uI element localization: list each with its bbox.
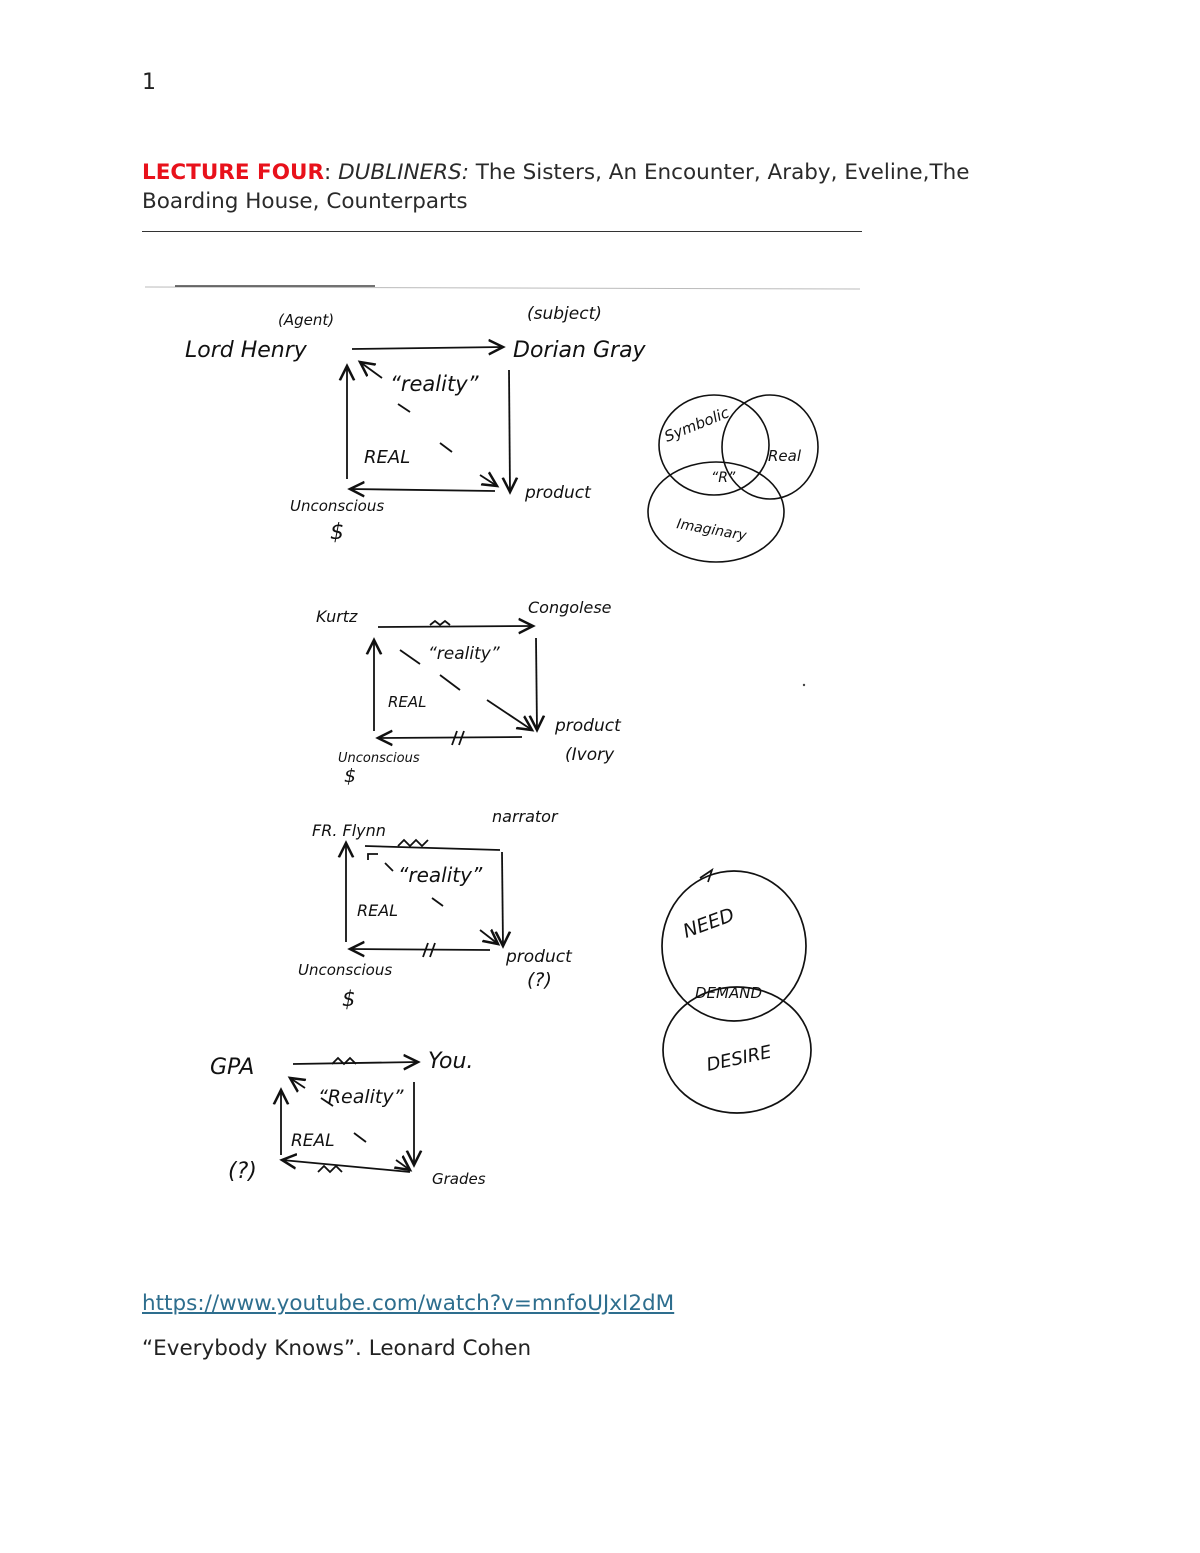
d1-arrow-right [509, 370, 510, 492]
d4-arrow-bottom [282, 1160, 410, 1172]
d2-diag-1 [400, 650, 420, 664]
d3-arrow-right [502, 852, 503, 946]
d1-diag-1 [398, 404, 410, 412]
d4-inner: REAL [291, 1131, 335, 1151]
diagram-gpa [281, 1058, 418, 1172]
d3-inner: REAL [357, 901, 399, 920]
d3-diag-2 [432, 898, 443, 906]
d3-bottom-right: product [506, 947, 572, 967]
d1-diag-3 [480, 475, 497, 486]
d1-diag-arrow [360, 362, 382, 378]
d2-barred-s: $ [344, 765, 357, 787]
venn1-center: “R” [711, 470, 736, 486]
d4-bottom-left: (?) [228, 1159, 257, 1184]
d1-diag-2 [440, 443, 452, 452]
d3-diag-3 [480, 930, 498, 944]
venn1-label-c: Imaginary [675, 516, 748, 545]
d2-inner: REAL [388, 693, 427, 711]
d2-agent: Kurtz [316, 607, 358, 626]
d1-barred-s: $ [330, 520, 344, 545]
work-title: DUBLINERS: [338, 160, 469, 185]
d2-bottom-right: product [555, 716, 621, 736]
venn1-label-b: Real [768, 447, 802, 465]
heading-colon: : [324, 160, 339, 185]
d2-bottom-right-note: (Ivory [565, 745, 615, 765]
d4-bottom-right: Grades [432, 1170, 486, 1188]
d4-diag-3 [396, 1160, 410, 1170]
d3-arrow-top [365, 846, 500, 850]
d3-barred-s: $ [342, 987, 356, 1011]
d2-bottom-left: Unconscious [338, 751, 420, 766]
lecture-label: LECTURE FOUR [142, 160, 324, 185]
venn2-label-c: DESIRE [704, 1041, 774, 1076]
d1-subject-note: (subject) [527, 304, 602, 324]
youtube-link[interactable]: https://www.youtube.com/watch?v=mnfoUJxI2dM [142, 1291, 675, 1316]
d1-center: “reality” [390, 372, 479, 396]
d3-bottom-right-note: (?) [527, 969, 552, 991]
d3-bottom-left: Unconscious [298, 961, 393, 979]
d2-arrow-bottom [378, 737, 522, 738]
d1-bottom-right: product [525, 483, 591, 503]
d1-inner: REAL [364, 447, 411, 468]
d2-top-mark [430, 621, 450, 625]
d1-arrow-bottom [350, 489, 495, 491]
story-list-line1: The Sisters, An Encounter, Araby, Eveline,The [468, 160, 970, 185]
d3-agent: FR. Flynn [312, 821, 386, 840]
d3-corner-mark [368, 854, 378, 860]
d4-bottom-mark [318, 1166, 342, 1172]
d2-subject: Congolese [528, 598, 612, 617]
diagram-fr-flynn [346, 840, 503, 957]
story-list-line2: Boarding House, Counterparts [142, 189, 468, 214]
d1-bottom-left: Unconscious [290, 497, 385, 515]
d4-center: “Reality” [318, 1086, 404, 1108]
d2-diag-3 [487, 700, 532, 730]
d4-diag-2 [354, 1133, 366, 1142]
d3-arrow-bottom [350, 949, 490, 950]
venn2-label-a: NEED [680, 903, 738, 943]
d2-arrow-right [536, 638, 537, 730]
d2-diag-2 [440, 675, 460, 690]
stray-dot [803, 684, 805, 686]
d1-arrow-top [352, 347, 503, 349]
d3-center: “reality” [398, 863, 483, 887]
d3-top-mark [398, 840, 428, 846]
d4-subject: You. [428, 1049, 474, 1074]
page-number: 1 [142, 70, 156, 95]
diagram-kurtz [374, 621, 537, 745]
d1-agent: Lord Henry [185, 338, 307, 363]
d2-center: “reality” [428, 644, 500, 664]
d3-subject: narrator [492, 807, 558, 826]
song-caption: “Everybody Knows”. Leonard Cohen [142, 1336, 532, 1361]
scan-line [145, 287, 860, 289]
d2-arrow-top [378, 626, 533, 627]
d4-agent: GPA [210, 1055, 255, 1080]
d1-agent-note: (Agent) [278, 311, 335, 329]
d3-diag-1 [385, 863, 393, 871]
venn1-label-a: Symbolic [661, 403, 732, 446]
venn2-label-b: DEMAND [695, 984, 763, 1002]
d4-diag-arrow [290, 1078, 305, 1088]
d1-subject: Dorian Gray [513, 338, 646, 363]
diagram-lord-henry [347, 347, 510, 492]
